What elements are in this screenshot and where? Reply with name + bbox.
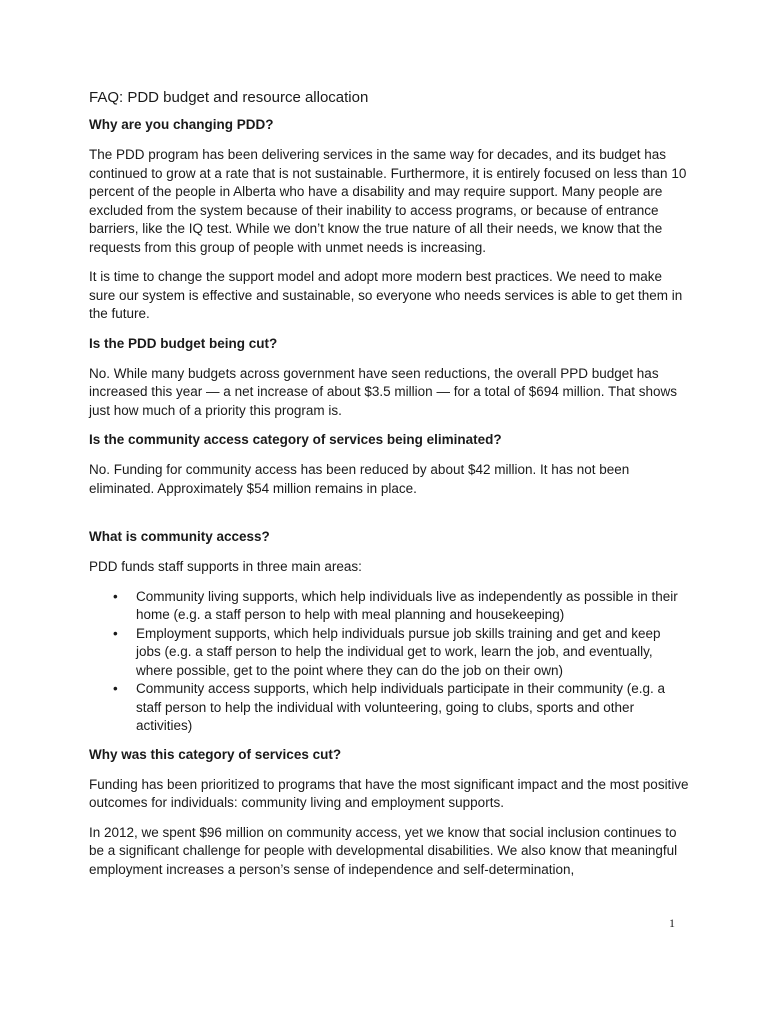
- answer-paragraph: No. Funding for community access has been reduced by about $42 million. It has not been eliminated. Approximately $54 million remains in place.: [89, 462, 630, 496]
- bullet-icon: •: [113, 588, 118, 604]
- question-heading: Why was this category of services cut?: [89, 746, 342, 762]
- answer-paragraph: No. While many budgets across government have seen reductions, the overall PPD budget has increased this year — a net increase of about $3.5 million — for a total of $694 million. That shows just how much of a priority this program is.: [89, 365, 678, 418]
- question-heading: Why are you changing PDD?: [89, 117, 274, 132]
- page-number: 1: [669, 916, 675, 930]
- question-heading: Is the PDD budget being cut?: [89, 335, 278, 351]
- list-item-text: Employment supports, which help individuals pursue job skills training and get and keep jobs (e.g. a staff person to help the individual get to work, learn the job, and eventually, where possible, get to the point where they can do the job on their own): [136, 625, 661, 678]
- list-item: [89, 625, 689, 681]
- list-item: [89, 680, 689, 736]
- bullet-list: [89, 588, 689, 736]
- document-page: [89, 88, 689, 890]
- answer-paragraph: PDD funds staff supports in three main areas:: [89, 559, 362, 574]
- bullet-icon: •: [113, 681, 118, 696]
- list-item: [89, 588, 689, 625]
- answer-paragraph: Funding has been prioritized to programs that have the most significant impact and the most positive outcomes for individuals: community living and employment supports.: [89, 776, 689, 810]
- bullet-icon: •: [113, 625, 118, 641]
- answer-paragraph: The PDD program has been delivering services in the same way for decades, and its budget has continued to grow at a rate that is not sustainable. Furthermore, it is entirely focused on less than 10 percent of the people in Alberta who have a disability and may require support. Many people are excluded from the system because of their inability to access programs, or because of entrance barriers, like the IQ test. While we don’t know the true nature of all their needs, we know that the requests from this group of people with unmet needs is increasing.: [89, 147, 687, 255]
- list-item-text: Community living supports, which help individuals live as independently as possible in their home (e.g. a staff person to help with meal planning and housekeeping): [136, 588, 678, 622]
- question-heading: Is the community access category of services being eliminated?: [89, 432, 502, 447]
- answer-paragraph: In 2012, we spent $96 million on community access, yet we know that social inclusion continues to be a significant challenge for people with developmental disabilities. We also know that meaningful employment increases a person’s sense of independence and self-determination,: [89, 824, 678, 877]
- list-item-text: Community access supports, which help individuals participate in their community (e.g. a staff person to help the individual with volunteering, going to clubs, sports and other activities): [136, 681, 665, 733]
- answer-paragraph: It is time to change the support model and adopt more modern best practices. We need to make sure our system is effective and sustainable, so everyone who needs services is able to get them in the future.: [89, 269, 683, 321]
- document-title: FAQ: PDD budget and resource allocation: [89, 89, 369, 106]
- question-heading: What is community access?: [89, 529, 270, 544]
